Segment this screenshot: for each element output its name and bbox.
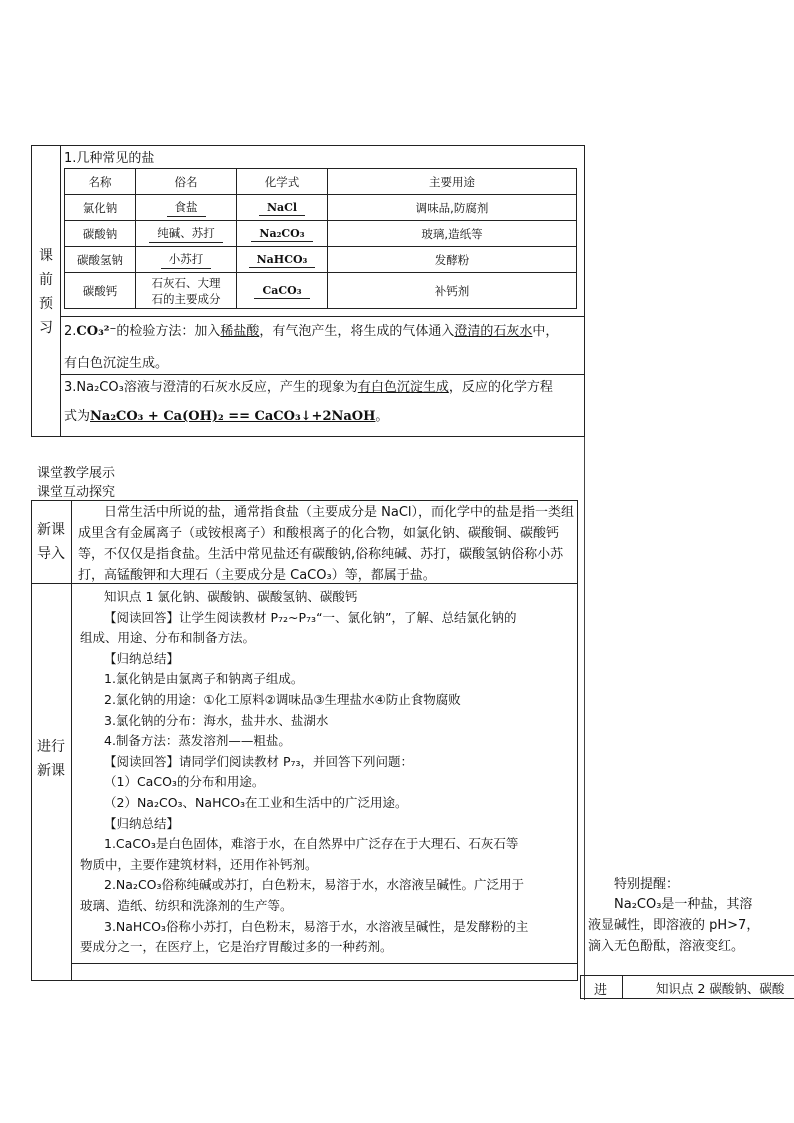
table-header-row [65,169,577,195]
summary-line-cont: 玻璃、造纸、纺织和洗涤剂的生产等。 [80,897,293,913]
reaction-text [64,373,579,403]
summary-line: 2.氯化钠的用途：①化工原料②调味品③生理盐水④防止食物腐败 [104,691,461,707]
cell-name: 氯化钠 [65,195,136,221]
cell-common: 小苏打 [136,247,237,273]
cell-use: 调味品,防腐剂 [328,195,577,221]
summary-line-cont: 要成分之一，在医疗上，它是治疗胃酸过多的一种药剂。 [80,939,393,955]
column-divider [622,975,623,999]
text-span: 式为 [64,409,91,424]
chemical-equation: Na₂CO₃ + Ca(OH)₂ == CaCO₃↓+2NaOH [90,409,376,424]
note-line: 液显碱性，即溶液的 pH>7， [588,918,760,933]
note-body [588,894,788,957]
summary-line: 1.氯化钠是由氯离子和钠离子组成。 [104,671,304,687]
next-section-label: 进 [594,983,608,998]
pre-class-label-column [32,146,61,436]
summary-line: 1.CaCO₃是白色固体，难溶于水，在自然界中广泛存在于大理石、石灰石等 [104,836,519,852]
text-span: ，有气泡产生，将生成的气体通入 [259,324,455,339]
summary-line: 3.氯化钠的分布：海水，盐井水、盐湖水 [104,712,329,728]
text-span: 中， [532,324,559,339]
question-line: （1）CaCO₃的分布和用途。 [104,774,265,790]
cell-name: 碳酸氢钠 [65,247,136,273]
intro-text: 日常生活中所说的盐，通常指食盐（主要成分是 NaCl），而化学中的盐是指一类组成里含有金属离子（或铵根离子）和酸根离子的化合物，如氯化钠、碳酸铜、碳酸钙等，不仅仅是指食盐。生活中常见盐还有碳酸钠,俗称纯碱、苏打，碳酸氢钠俗称小苏打，高锰酸钾和大理石（主要成分是 CaCO₃）等，都属于盐。 [78,505,575,583]
column-divider [71,500,72,981]
cell-formula: NaCl [237,195,328,221]
cell-name: 碳酸钙 [65,273,136,309]
cell-use: 补钙剂 [328,273,577,309]
note-title: 特别提醒： [614,877,680,892]
note-line: 滴入无色酚酞，溶液变红。 [588,939,745,954]
answer-span: 有白色沉淀生成 [357,380,449,395]
summary-heading: 【归纳总结】 [104,815,180,831]
section-title-explore: 课堂互动探究 [37,485,116,500]
summary-line: 4.制备方法：蒸发溶剂——粗盐。 [104,733,291,749]
inner-divider [71,963,578,964]
salt-table [64,168,577,309]
table-row [65,221,577,247]
note-line: Na₂CO₃是一种盐，其溶 [614,897,753,912]
summary-line-cont: 物质中，主要作建筑材料，还用作补钙剂。 [80,856,318,872]
salt-section-title: 1.几种常见的盐 [64,151,155,166]
cell-common: 食盐 [136,195,237,221]
item-number: 2. [64,324,77,339]
carbonate-test-line2: 有白色沉淀生成。 [64,356,169,371]
table-row [65,273,577,309]
header-common: 俗名 [136,169,237,195]
summary-line: 2.Na₂CO₃俗称纯碱或苏打，白色粉末，易溶于水，水溶液呈碱性。广泛用于 [104,877,525,893]
question-line: （2）Na₂CO₃、NaHCO₃在工业和生活中的广泛用途。 [104,794,408,810]
cell-formula: Na₂CO₃ [237,221,328,247]
carbonate-test-text [64,317,579,347]
lesson-body [80,587,574,958]
lesson-label: 进行新课 [37,739,65,779]
summary-heading: 【归纳总结】 [104,650,180,666]
cell-use: 发酵粉 [328,247,577,273]
text-span: 的检验方法：加入 [116,324,221,339]
cell-formula: NaHCO₃ [237,247,328,273]
reaction-equation-line [64,402,579,432]
knowledge-point-title: 知识点 1 氯化钠、碳酸钠、碳酸氢钠、碳酸钙 [104,589,358,604]
reading-prompt: 【阅读回答】让学生阅读教材 P₇₂~P₇₃“一、氯化钠”，了解、总结氯化钠的 [104,609,517,625]
table-row [65,195,577,221]
reading-prompt-cont: 组成、用途、分布和制备方法。 [80,630,256,646]
header-name: 名称 [65,169,136,195]
cell-formula: CaCO₃ [237,273,328,309]
cell-use: 玻璃,造纸等 [328,221,577,247]
table-row [65,247,577,273]
cell-name: 碳酸钠 [65,221,136,247]
text-span: ，反应的化学方程 [448,380,553,395]
intro-label: 新课导入 [37,522,65,562]
answer-span: 稀盐酸 [220,324,260,339]
pre-class-label: 课前预习 [39,248,53,336]
cell-common: 纯碱、苏打 [136,221,237,247]
answer-span: 澄清的石灰水 [454,324,533,339]
header-formula: 化学式 [237,169,328,195]
section-title-display: 课堂教学展示 [37,466,116,481]
summary-line: 3.NaHCO₃俗称小苏打，白色粉末，易溶于水，水溶液呈碱性，是发酵粉的主 [104,918,529,934]
reading-prompt: 【阅读回答】请同学们阅读教材 P₇₃，并回答下列问题： [104,753,414,769]
text-span: 3.Na₂CO₃溶液与澄清的石灰水反应，产生的现象为 [64,380,358,395]
next-section-text: 知识点 2 碳酸钠、碳酸 [656,981,785,996]
cell-common: 石灰石、大理石的主要成分 [136,273,237,309]
header-use: 主要用途 [328,169,577,195]
carbonate-ion: CO₃²⁻ [76,324,117,339]
text-span: 。 [375,409,389,424]
